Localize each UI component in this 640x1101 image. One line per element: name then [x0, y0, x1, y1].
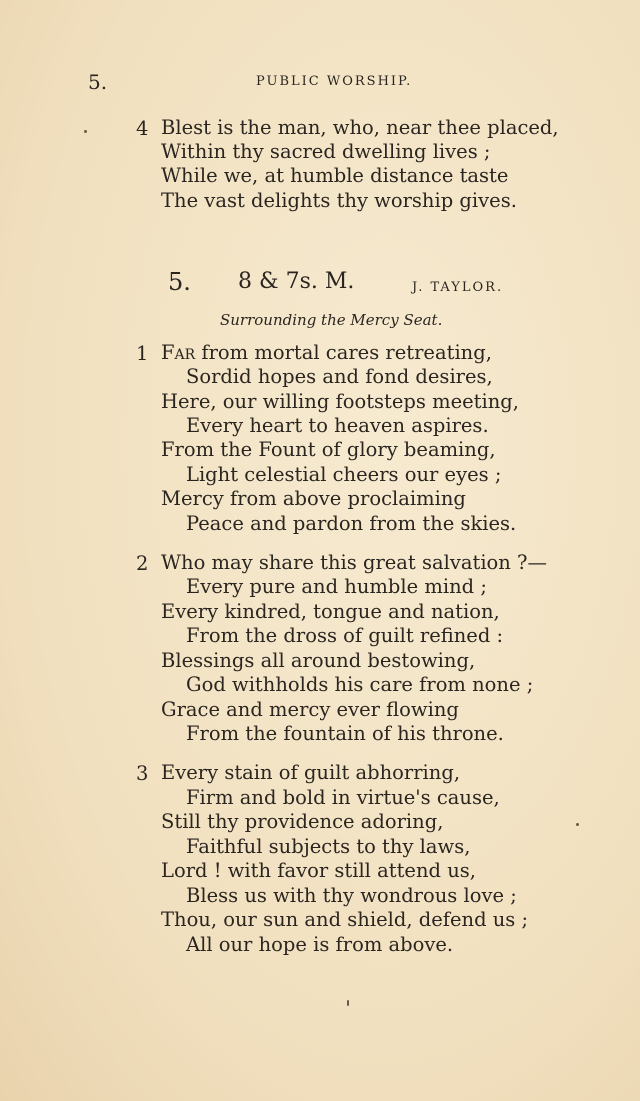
verse-line: From the fountain of his throne.	[186, 722, 504, 745]
verse-line: All our hope is from above.	[186, 933, 454, 956]
verse-line: From the Fount of glory beaming,	[161, 438, 496, 461]
verse-line: Thou, our sun and shield, defend us ;	[161, 908, 529, 931]
verse-line: Grace and mercy ever flowing	[161, 698, 459, 721]
verse-line: Still thy providence adoring,	[161, 810, 444, 833]
verse-line: Blest is the man, who, near thee placed,	[161, 116, 559, 139]
verse-line	[161, 341, 492, 366]
paper-speck	[347, 1000, 349, 1006]
hymn-number: 5.	[168, 268, 191, 296]
paper-speck	[576, 823, 579, 826]
verse-line: Every heart to heaven aspires.	[186, 414, 489, 437]
verse-line: Mercy from above proclaiming	[161, 487, 466, 510]
verse-line: Bless us with thy wondrous love ;	[186, 884, 517, 907]
stanza-number: 1	[136, 342, 149, 365]
verse-line: Who may share this great salvation ?—	[161, 551, 548, 574]
verse-line: Blessings all around bestowing,	[161, 649, 476, 672]
verse-line: God withholds his care from none ;	[186, 673, 534, 696]
first-word: Far	[161, 341, 196, 364]
verse-line: Every kindred, tongue and nation,	[161, 600, 500, 623]
first-line-rest: from mortal cares retreating,	[195, 341, 492, 364]
verse-line: Every stain of guilt abhorring,	[161, 761, 461, 784]
verse-line: Firm and bold in virtue's cause,	[186, 786, 500, 809]
verse-line: The vast delights thy worship gives.	[161, 189, 517, 212]
verse-line: Every pure and humble mind ;	[186, 575, 487, 598]
verse-line: Peace and pardon from the skies.	[186, 512, 517, 535]
verse-line: Within thy sacred dwelling lives ;	[161, 140, 491, 163]
verse-line: From the dross of guilt refined :	[186, 624, 504, 647]
running-title: PUBLIC WORSHIP.	[256, 74, 413, 89]
stanza-number: 2	[136, 552, 149, 575]
verse-line: Here, our willing footsteps meeting,	[161, 390, 519, 413]
verse-line: Lord ! with favor still attend us,	[161, 859, 476, 882]
hymn-author: J. TAYLOR.	[412, 280, 504, 295]
stanza-number: 4	[136, 117, 149, 140]
paper-speck	[84, 130, 87, 133]
verse-line: Faithful subjects to thy laws,	[186, 835, 471, 858]
stanza-number: 3	[136, 762, 149, 785]
page-number: 5.	[88, 70, 108, 94]
hymn-subtitle: Surrounding the Mercy Seat.	[220, 311, 443, 329]
hymn-meter: 8 & 7s. M.	[238, 269, 355, 294]
verse-line: Sordid hopes and fond desires,	[186, 365, 493, 388]
verse-line: Light celestial cheers our eyes ;	[186, 463, 502, 486]
verse-line: While we, at humble distance taste	[161, 164, 509, 187]
